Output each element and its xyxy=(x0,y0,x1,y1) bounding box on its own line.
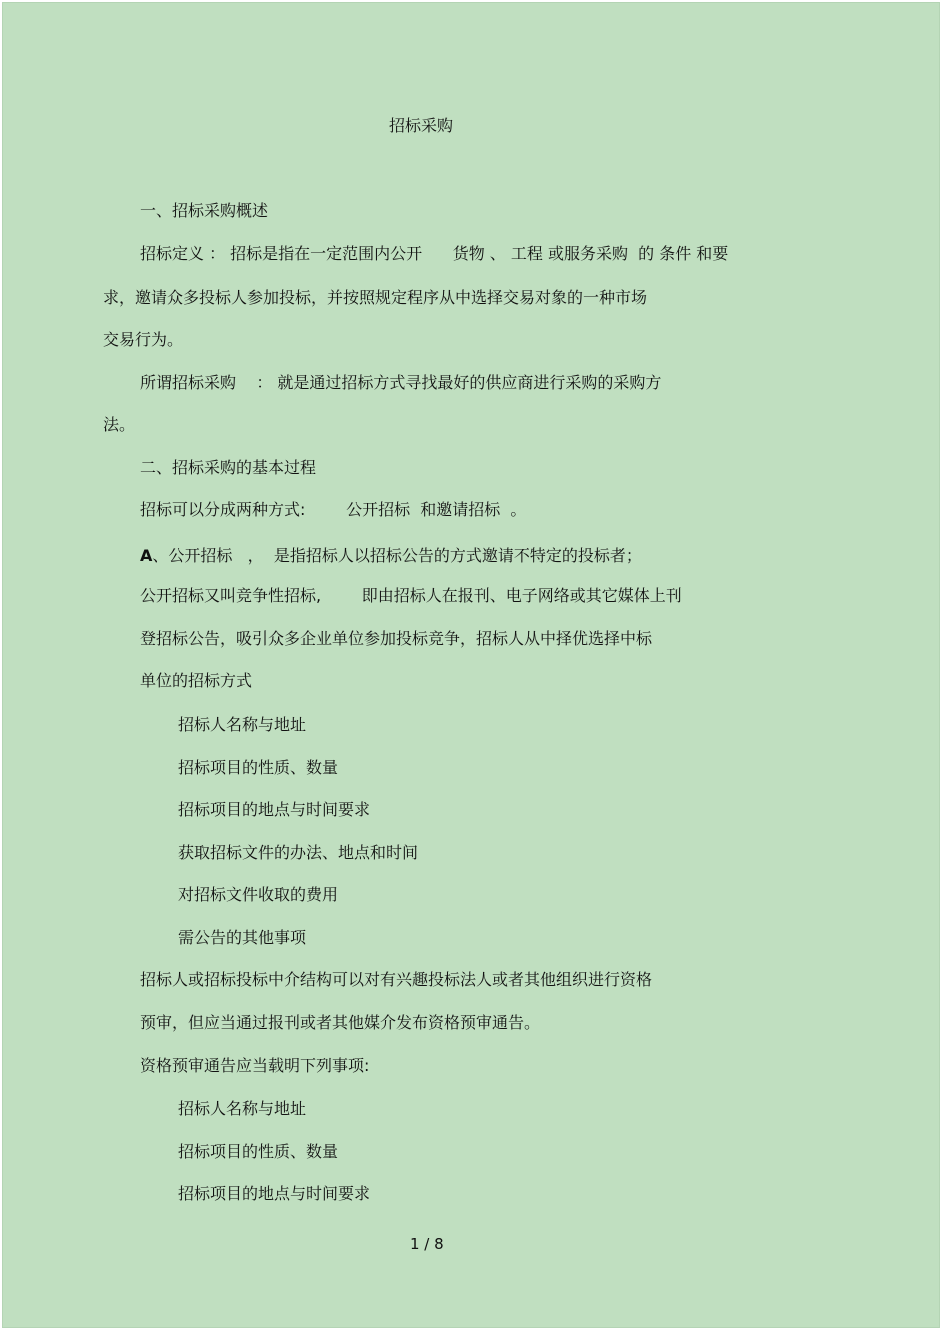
document-title: 招标采购 xyxy=(389,116,454,135)
section-heading-process: 二、招标采购的基本过程 xyxy=(140,458,317,477)
paragraph-line: 资格预审通告应当载明下列事项: xyxy=(140,1056,370,1075)
paragraph-line-a xyxy=(140,546,642,566)
list-item: 获取招标文件的办法、地点和时间 xyxy=(178,843,419,862)
paragraph-line: 交易行为。 xyxy=(103,330,184,349)
paragraph-line: 单位的招标方式 xyxy=(140,671,253,690)
paragraph-line: 公开招标又叫竞争性招标, 即由招标人在报刊、电子网络或其它媒体上刊 xyxy=(140,586,682,605)
section-heading-overview: 一、招标采购概述 xyxy=(140,201,269,220)
paragraph-line: 招标人或招标投标中介结构可以对有兴趣投标法人或者其他组织进行资格 xyxy=(140,970,653,989)
list-item: 需公告的其他事项 xyxy=(178,928,307,947)
list-item: 招标项目的性质、数量 xyxy=(178,758,339,777)
list-item: 对招标文件收取的费用 xyxy=(178,885,339,904)
list-item: 招标人名称与地址 xyxy=(178,1099,307,1118)
paragraph-text: 、公开招标 ， 是指招标人以招标公告的方式邀请不特定的投标者； xyxy=(152,546,642,565)
paragraph-line: 预审，但应当通过报刊或者其他媒介发布资格预审通告。 xyxy=(140,1013,541,1032)
paragraph-line: 所谓招标采购 ： 就是通过招标方式寻找最好的供应商进行采购的采购方 xyxy=(140,373,662,392)
list-item: 招标项目的地点与时间要求 xyxy=(178,800,371,819)
list-item: 招标项目的地点与时间要求 xyxy=(178,1184,371,1203)
list-item: 招标人名称与地址 xyxy=(178,715,307,734)
paragraph-line: 登招标公告，吸引众多企业单位参加投标竞争，招标人从中择优选择中标 xyxy=(140,629,653,648)
paragraph-line: 法。 xyxy=(103,415,136,434)
paragraph-line: 招标定义 ： 招标是指在一定范围内公开 货物 、 工程 或服务采购 的 条件 和要 xyxy=(140,244,729,263)
list-item: 招标项目的性质、数量 xyxy=(178,1142,339,1161)
paragraph-line: 招标可以分成两种方式: 公开招标 和邀请招标 。 xyxy=(140,500,527,519)
label-a: A xyxy=(140,546,153,565)
paragraph-line: 求，邀请众多投标人参加投标，并按照规定程序从中选择交易对象的一种市场 xyxy=(103,288,648,307)
page-number: 1 / 8 xyxy=(410,1235,444,1253)
